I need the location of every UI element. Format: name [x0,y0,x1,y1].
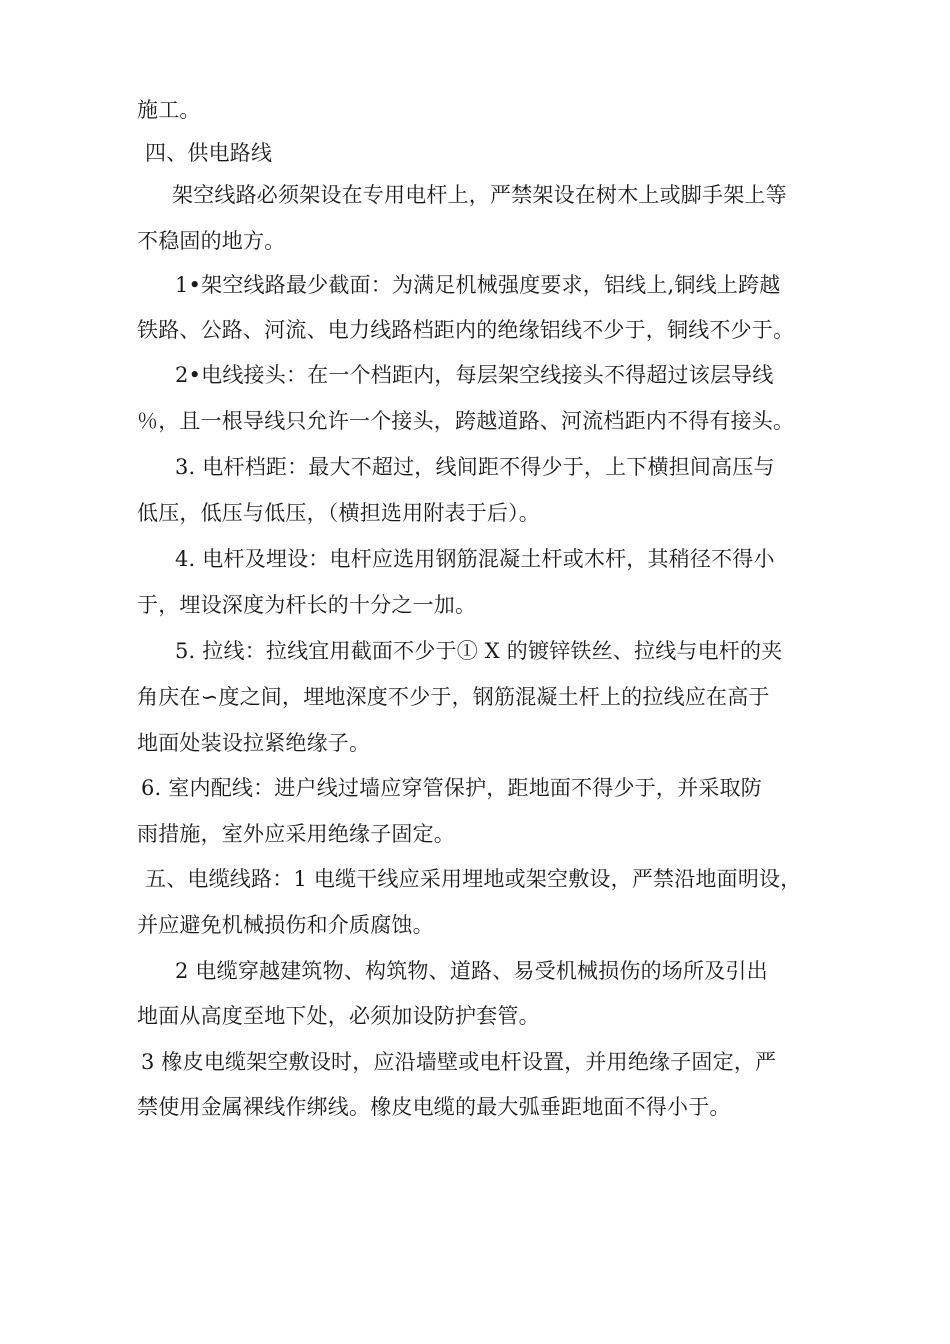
text-line: 5. 拉线：拉线宜用截面不少于① X 的镀锌铁丝、拉线与电杆的夹 [175,639,783,663]
text-line: 4. 电杆及埋设：电杆应选用钢筋混凝土杆或木杆，其稍径不得小 [175,547,775,571]
text-line: 架空线路必须架设在专用电杆上，严禁架设在树木上或脚手架上等 [172,183,787,207]
section-heading: 五、电缆线路：1 电缆干线应采用埋地或架空敷设，严禁沿地面明设， [145,867,802,891]
text-line: 2 电缆穿越建筑物、构筑物、道路、易受机械损伤的场所及引出 [175,959,768,983]
text-line: 于，埋设深度为杆长的十分之一加。 [137,593,477,617]
text-line: 角庆在∽度之间，埋地深度不少于，钢筋混凝土杆上的拉线应在高于 [137,685,770,709]
text-line: 雨措施，室外应采用绝缘子固定。 [137,822,455,846]
text-line: 2•电线接头：在一个档距内，每层架空线接头不得超过该层导线 [175,363,774,387]
text-line: 6. 室内配线：进户线过墙应穿管保护，距地面不得少于，并采取防 [141,776,762,800]
text-line: 并应避免机械损伤和介质腐蚀。 [137,913,434,937]
text-line: 低压，低压与低压，（横担选用附表于后）。 [137,501,540,525]
text-line: 地面处装设拉紧绝缘子。 [137,731,371,755]
text-line: 不稳固的地方。 [137,229,286,253]
text-line: 禁使用金属裸线作绑线。橡皮电缆的最大弧垂距地面不得小于。 [137,1095,731,1119]
text-line: 铁路、公路、河流、电力线路档距内的绝缘铝线不少于，铜线不少于。 [137,318,795,342]
text-line: 地面从高度至地下处，必须加设防护套管。 [137,1004,540,1028]
text-line: 3. 电杆档距：最大不超过，线间距不得少于，上下横担间高压与 [175,455,775,479]
text-line: ％，且一根导线只允许一个接头，跨越道路、河流档距内不得有接头。 [137,409,795,433]
section-heading: 四、供电路线 [145,141,273,165]
text-line: 施工。 [137,98,201,122]
text-line: 1•架空线路最少截面：为满足机械强度要求，铝线上,铜线上跨越 [175,273,781,297]
text-line: 3 橡皮电缆架空敷设时，应沿墙壁或电杆设置，并用绝缘子固定，严 [141,1050,777,1074]
